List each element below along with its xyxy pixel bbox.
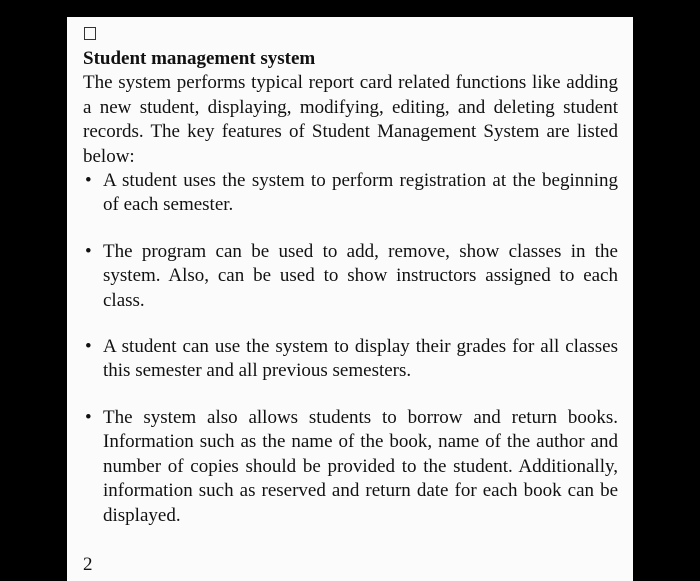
page-number: 2: [83, 554, 93, 575]
bullet-icon: •: [85, 406, 92, 428]
list-item: [83, 406, 618, 528]
empty-checkbox-icon: [84, 27, 96, 40]
list-item: [83, 335, 618, 384]
document-body: [83, 24, 618, 528]
intro-paragraph: The system performs typical report card related functions like adding a new student, displaying, modifying, editing, and deleting student records. The key features of Student Management System are listed below:: [83, 72, 618, 167]
document-title: Student management system: [83, 48, 316, 69]
feature-text: The program can be used to add, remove, show classes in the system. Also, can be used to show instructors assigned to each class.: [103, 240, 618, 311]
list-item: [83, 240, 618, 313]
feature-list: [83, 169, 618, 528]
bullet-icon: •: [85, 170, 92, 192]
bullet-icon: •: [85, 336, 92, 358]
bullet-icon: •: [85, 240, 92, 262]
feature-text: A student can use the system to display their grades for all classes this semester and all previous semesters.: [103, 336, 618, 382]
list-item: [83, 169, 618, 218]
feature-text: The system also allows students to borrow and return books. Information such as the name of the book, name of the author and number of copies should be provided to the student. Additionally, information such as reserved and return date for each book can be displayed.: [103, 406, 618, 526]
feature-text: A student uses the system to perform registration at the beginning of each semester.: [103, 170, 618, 216]
